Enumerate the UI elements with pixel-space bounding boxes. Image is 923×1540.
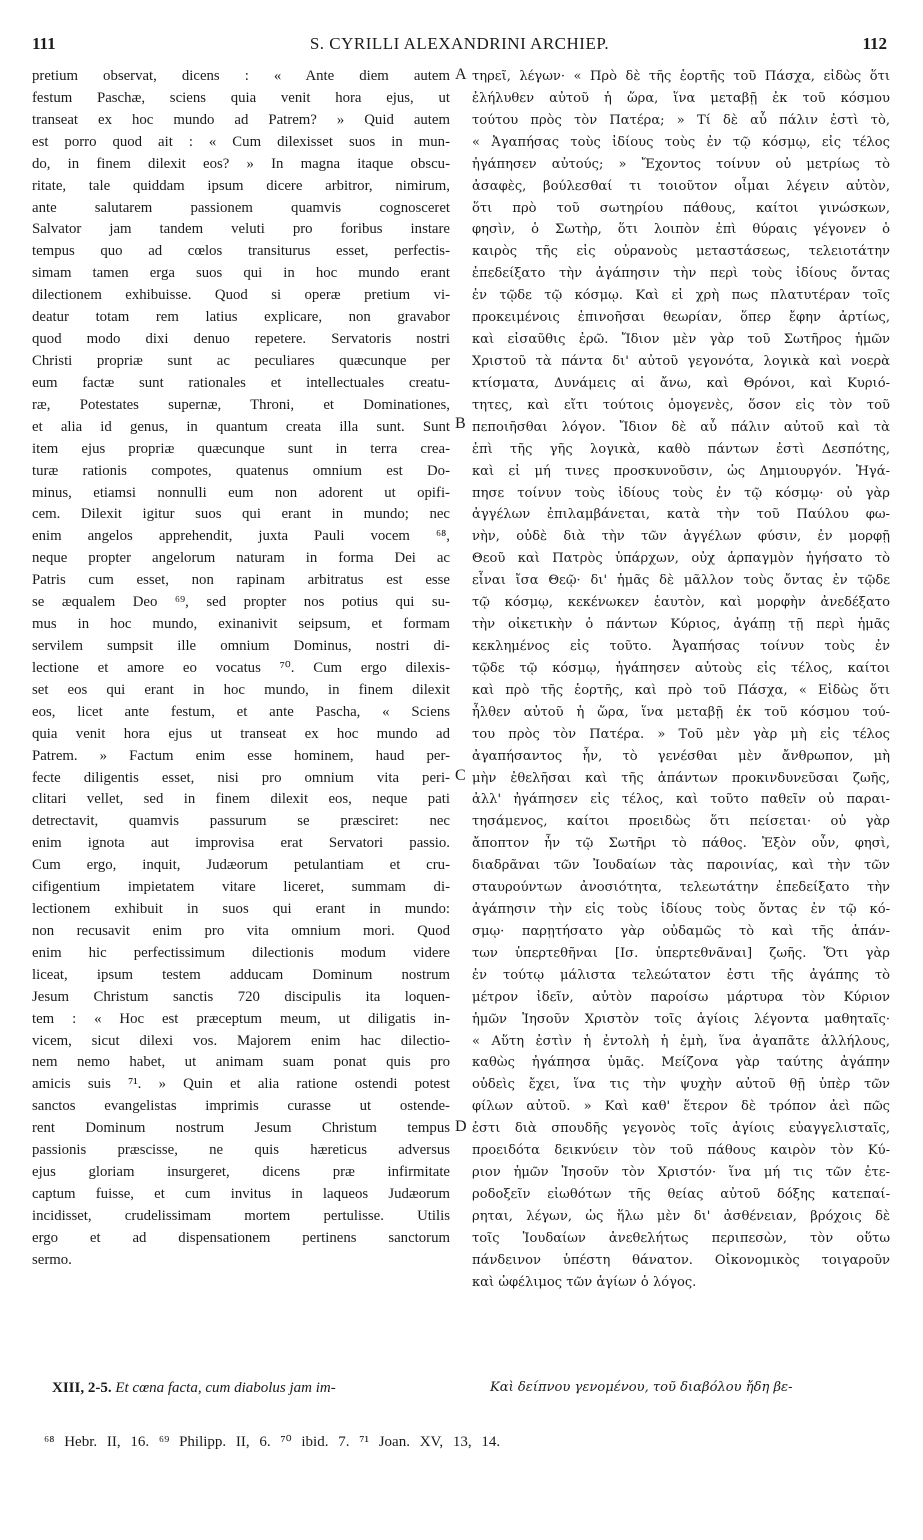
- section-marker-b: B: [455, 415, 466, 432]
- latin-next-section: [52, 1380, 450, 1397]
- page-number-left: 111: [32, 34, 56, 53]
- greek-text-line: οὐδεὶς ἔχει, ἵνα τις τὴν ψυχὴν αὐτοῦ θῇ ὑπὲρ τῶν: [472, 1077, 890, 1093]
- latin-text-line: pretium observat, dicens : « Ante diem autem: [32, 68, 450, 84]
- greek-text-line: κτίσματα, Δυνάμεις αἱ ἄνω, καὶ Θρόνοι, καὶ Κυριό-: [472, 375, 890, 391]
- latin-text-line: Salvator jam tandem veluti pro foribus instare: [32, 221, 450, 238]
- latin-text-line: set eos qui erant in hoc mundo, in finem dilexit: [32, 681, 450, 698]
- greek-text-line: φησὶν, ὁ Σωτὴρ, ὅτι λοιπὸν ἐπὶ θύραις γέγονεν ὁ: [472, 222, 890, 238]
- latin-text-line: eum factæ sunt rationales et intellectuales creatu-: [32, 374, 450, 391]
- greek-text-line: καὶ εἰσαῦθις ἐρῶ. Ἴδιον μὲν γὰρ τοῦ Σωτῆρος ἡμῶν: [472, 332, 890, 348]
- greek-text-line: τοῖς Ἰουδαίων ἀνεθελήτως περιπεσὼν, τὸν οὕτω: [472, 1230, 890, 1246]
- latin-text-line: Christi propriæ sunt ac peculiares quæcunque per: [32, 352, 450, 369]
- greek-text-line: τητες, καὶ εἴτι τούτοις ὁμογενὲς, ὅσον εἰς τὸν τοῦ: [472, 397, 890, 413]
- latin-text-line: non recusavit enim pro vita omnium mori. Quod: [32, 922, 450, 939]
- greek-text-line: Θεοῦ καὶ Πατρὸς ὑπάρχων, οὐχ ἁρπαγμὸν ἡγήσατο τὸ: [472, 551, 890, 567]
- latin-text-line: clitari vellet, sed in finem dilexit eos, neque pati: [32, 791, 450, 808]
- greek-text-line: μὴν ἐθελῆσαι καὶ τῆς ἁπάντων προκινδυνεῦσαι ζωῆς,: [472, 770, 890, 786]
- latin-text-line: dilectionem exhibuisse. Quod si operæ pretium vi-: [32, 287, 450, 304]
- greek-text-line: ἀλλ' ἠγάπησεν εἰς τέλος, καὶ τοῦτο παθεῖν οὐ παραι-: [472, 792, 890, 808]
- greek-text-line: καὶ εἰ μή τινες προσκυνοῦσιν, ὡς Δημιουργόν. Ἠγά-: [472, 463, 890, 479]
- latin-text-line: detrectavit, quamvis passurum se præsciret: nec: [32, 813, 450, 830]
- greek-text-line: καιρὸς τῆς εἰς οὐρανοὺς μεταστάσεως, τελειοτάτην: [472, 244, 890, 260]
- greek-text-line: καὶ ὠφέλιμος τῶν ἁγίων ὁ λόγος.: [472, 1274, 697, 1290]
- latin-text-line: mus in hoc mundo, exinanivit seipsum, et formam: [32, 616, 450, 633]
- latin-text-line: deatur totam rem latius explicare, non gravabor: [32, 309, 450, 326]
- section-marker-d: D: [455, 1118, 467, 1135]
- greek-text-line: ἡμῶν Ἰησοῦν Χριστὸν τοῖς ἁγίοις λέγοντα μαθηταῖς·: [472, 1011, 890, 1027]
- greek-text-line: « Αὕτη ἐστὶν ἡ ἐντολὴ ἡ ἐμὴ, ἵνα ἀγαπᾶτε ἀλλήλους,: [472, 1033, 890, 1049]
- latin-text-line: Patrem. » Factum enim esse hominem, haud per-: [32, 747, 450, 764]
- greek-text-line: πεποιῆσθαι λόγον. Ἴδιον δὲ αὖ πάλιν αὐτοῦ καὶ τὰ: [472, 419, 890, 435]
- greek-text-line: « Ἀγαπήσας τοὺς ἰδίους τοὺς ἐν τῷ κόσμῳ, εἰς τέλος: [472, 134, 890, 150]
- greek-text-line: ἦλθεν αὐτοῦ ἡ ὥρα, ἵνα μεταβῇ ἐκ τοῦ κόσμου τού-: [472, 704, 890, 720]
- greek-text-line: ἄποπτον ἦν τῷ Σωτῆρι τὸ πάθος. Ἐξὸν οὖν, φησὶ,: [472, 836, 890, 852]
- running-title: S. CYRILLI ALEXANDRINI ARCHIEP.: [309, 34, 610, 53]
- section-marker-a: A: [455, 66, 467, 83]
- latin-text-line: lectionem exhibuit in suos qui erant in mundo:: [32, 901, 450, 918]
- latin-text-line: minus, etiamsi nonnulli eum non adorent ut opifi-: [32, 484, 450, 501]
- greek-text-line: μέτρον ἰδεῖν, αὐτὸν παροίσω μάρτυρα τὸν Κύριον: [472, 989, 890, 1005]
- latin-text-line: et alia id genus, in quantum creata illa sunt. Sunt: [32, 418, 450, 435]
- greek-text-line: τῷ κόσμῳ, κεκένωκεν ἑαυτὸν, καὶ μορφὴν ἀνεδέξατο: [472, 595, 890, 611]
- latin-text-line: enim hic perfectissimum dilectionis modum videre: [32, 944, 450, 961]
- greek-text-line: ἠγάπησεν αὐτούς; » Ἔχοντος τοίνυν οὐ μετρίως τὸ: [472, 156, 890, 172]
- latin-text-line: ræ, Potestates supernæ, Throni, et Dominationes,: [32, 396, 450, 413]
- latin-text-line: festum Paschæ, sciens quia venit hora ejus, ut: [32, 89, 450, 106]
- running-header: [32, 34, 887, 58]
- greek-text-line: προειδότα δεικνύειν τὸν τοῦ πάθους καιρὸν τὸν Κύ-: [472, 1143, 890, 1159]
- greek-text-line: τηρεῖ, λέγων· « Πρὸ δὲ τῆς ἑορτῆς τοῦ Πάσχα, εἰδὼς ὅτι: [472, 69, 890, 84]
- greek-text-line: πησε τοίνυν τοὺς ἰδίους τοὺς ἐν τῷ κόσμῳ· οὐ γὰρ: [472, 485, 890, 501]
- latin-text-line: nem nemo habet, ut animam suam ponat quis pro: [32, 1054, 450, 1071]
- latin-text-line: quia venit hora ejus ut transeat ex hoc mundo ad: [32, 725, 450, 742]
- greek-text-line: ἐστι διὰ σπουδῆς γεγονὸς τοῖς ἁγίοις εὐαγγελισταῖς,: [472, 1121, 890, 1137]
- latin-text-line: enim angelos apprehendit, juxta Pauli vocem ⁶⁸,: [32, 528, 450, 545]
- greek-text-line: ἐν τῷδε τῷ κόσμῳ. Καὶ εἰ χρὴ πως πλατυτέραν τοῖς: [472, 288, 890, 304]
- latin-text-line: transeat ex hoc mundo ad Patrem? » Quid autem: [32, 111, 450, 128]
- greek-text-line: καὶ πρὸ τῆς ἑορτῆς, καὶ πρὸ τοῦ Πάσχα, « Εἰδὼς ὅτι: [472, 682, 890, 698]
- greek-text-line: τῷδε τῷ κόσμῳ, ἠγάπησεν αὐτοὺς εἰς τέλος, καίτοι: [472, 660, 890, 676]
- greek-text-line: φίλων αὐτοῦ. » Καὶ καθ' ἕτερον δὲ τρόπον ἀεὶ πῶς: [472, 1099, 890, 1115]
- page-number-right: 112: [862, 34, 887, 53]
- greek-text-line: ἀγαπήσαντος ἦν, τὸ γενέσθαι μὲν ἄνθρωπον, μὴ: [472, 748, 890, 764]
- latin-text-line: rent Dominum nostrum Jesum Christum tempus: [32, 1120, 450, 1137]
- greek-text-line: πάνδεινον ὑπέστη θάνατον. Οἰκονομικὸς τοιγαροῦν: [472, 1252, 890, 1268]
- greek-text-line: τούτου πρὸς τὸν Πατέρα; » Τί δὲ αὖ πάλιν ἐστὶ τὸ,: [472, 112, 890, 128]
- greek-text-line: ἐπὶ τῆς γῆς λογικὰ, καθὸ πάντων ἐστὶ Δεσπότης,: [472, 441, 890, 457]
- latin-text-line: ante salutarem passionem quamvis cognosceret: [32, 199, 450, 216]
- latin-text-line: cifigentium impietatem vitare liceret, summam di-: [32, 879, 450, 896]
- greek-next-section: [490, 1380, 888, 1395]
- greek-text-line: διαδρᾶναι τῶν Ἰουδαίων τὰς παροινίας, καὶ τὴν τῶν: [472, 858, 890, 874]
- greek-text-line: προκειμένοις ἐπινοῆσαι θεωρίαν, ὅπερ ἔφην ἀρτίως,: [472, 310, 890, 326]
- greek-text-line: ἀσαφὲς, βούλεσθαί τι τοιοῦτον οἶμαι λέγειν αὐτὸν,: [472, 178, 890, 194]
- latin-text-line: do, in finem dilexit eos? » In magna itaque obscu-: [32, 155, 450, 172]
- latin-text-line: captum fuisse, et cum invitus in laqueos Judæorum: [32, 1186, 450, 1203]
- footnotes: ⁶⁸ Hebr. II, 16. ⁶⁹ Philipp. II, 6. ⁷⁰ ibid. 7. ⁷¹ Joan. XV, 13, 14.: [44, 1434, 501, 1450]
- latin-text-line: sanctos evangelistas imprimis curasse ut ostende-: [32, 1098, 450, 1115]
- greek-text-line: εἶναι ἴσα Θεῷ· δι' ἡμᾶς δὲ μᾶλλον τοὺς ὄντας ἐν τῷδε: [472, 573, 890, 589]
- latin-text-line: turæ rationis compotes, quatenus omnium est Do-: [32, 462, 450, 479]
- latin-text-line: amicis suis ⁷¹. » Quin et alia ratione ostendi potest: [32, 1076, 450, 1093]
- greek-text-line: τὴν οἰκετικὴν ὁ πάντων Κύριος, ἀγάπῃ τῇ περὶ ἡμᾶς: [472, 617, 890, 633]
- latin-text-line: ergo et ad dispensationem pertinens sanctorum: [32, 1229, 450, 1246]
- greek-text-line: Χριστοῦ τὰ πάντα δι' αὐτοῦ γεγονότα, λογικὰ καὶ νοερὰ: [472, 353, 890, 369]
- latin-text-line: ritate, tale quiddam ipsum dicere arbitror, nimirum,: [32, 177, 450, 194]
- latin-text-line: cem. Dilexit igitur suos qui erant in mundo; nec: [32, 506, 450, 523]
- greek-text-line: ρηται, λέγων, ὡς ἥλω μὲν δι' ἀσθένειαν, βρόχοις δὲ: [472, 1208, 890, 1224]
- greek-text-line: νὴν, οὐδὲ διὰ τὴν τῶν ἀγγέλων φύσιν, ἐν μορφῇ: [472, 529, 890, 545]
- latin-text-line: est porro quod ait : « Cum dilexisset suos in mun-: [32, 133, 450, 150]
- greek-lemma: Καὶ δείπνου γενομένου, τοῦ διαβόλου ἤδη βε-: [490, 1380, 793, 1395]
- latin-text-line: vicem, sicut dilexi vos. Majorem enim hac dilectio-: [32, 1032, 450, 1049]
- latin-text-line: Jesum Christum sanctis 720 discipulis ita loquen-: [32, 988, 450, 1005]
- latin-text-line: se æqualem Deo ⁶⁹, sed propter nos potius qui su-: [32, 594, 450, 611]
- latin-text-line: passionis præscisse, ne quis hæreticus adversus: [32, 1142, 450, 1159]
- greek-column: [472, 66, 890, 1294]
- latin-text-line: fecte diligentis esset, nisi pro omnium vita peri-: [32, 769, 450, 786]
- verse-reference: XIII, 2-5.: [52, 1380, 112, 1396]
- latin-column: [32, 66, 450, 1272]
- greek-text-line: τησάμενος, καίτοι προειδὼς ὅτι πείσεται· οὐ γὰρ: [472, 814, 890, 830]
- latin-text-line: servilem sumpsit ille omnium Dominus, nostri di-: [32, 637, 450, 654]
- greek-text-line: ἀγάπησιν τὴν εἰς τοὺς ἰδίους τοὺς ὄντας ἐν τῷ κό-: [472, 902, 890, 918]
- latin-text-line: neque propter angelorum naturam in forma Dei ac: [32, 550, 450, 567]
- greek-text-line: ἐλήλυθεν αὐτοῦ ἡ ὥρα, ἵνα μεταβῇ ἐκ τοῦ κόσμου: [472, 90, 890, 106]
- greek-text-line: ριον ἡμῶν Ἰησοῦν τὸν Χριστόν· ἵνα μή τις τῶν ἑτε-: [472, 1165, 890, 1181]
- latin-text-line: simam tamen erga suos qui in hoc mundo erant: [32, 265, 450, 282]
- section-marker-c: C: [455, 767, 466, 784]
- greek-text-line: σταυρούντων ἀνοσιότητα, τελεωτάτην ἐπεδείξατο τὴν: [472, 880, 890, 896]
- latin-text-line: tempus quo ad cœlos transiturus esset, perfectis-: [32, 243, 450, 260]
- greek-text-line: των ὑπερτεθῆναι [Ισ. ὑπερτεθνᾶναι] ζωῆς. Ὅτι γὰρ: [472, 945, 890, 961]
- latin-text-line: liceat, ipsum testem adducam Dominum nostrum: [32, 966, 450, 983]
- greek-text-line: ἐπεδείξατο τὴν ἀγάπησιν τὴν περὶ τοὺς ἰδίους ὄντας: [472, 266, 890, 282]
- greek-text-line: καθὼς ἠγάπησα ὑμᾶς. Μείζονα γὰρ ταύτης ἀγάπην: [472, 1055, 890, 1071]
- greek-text-line: ἐν τούτῳ μάλιστα τελεώτατον ἐστι τῆς ἀγάπης τὸ: [472, 967, 890, 983]
- greek-text-line: ροδοξεῖν εἰωθότων τῆς θείας αὐτοῦ δόξης κατεπαί-: [472, 1187, 890, 1203]
- greek-text-line: ἀγγέλων ἐπιλαμβάνεται, κατὰ τὴν τοῦ Παύλου φω-: [472, 507, 890, 523]
- latin-text-line: Cum ergo, inquit, Judæorum petulantiam et cru-: [32, 857, 450, 874]
- latin-text-line: sermo.: [32, 1251, 72, 1268]
- latin-text-line: tem : « Hoc est præceptum meum, ut diligatis in-: [32, 1010, 450, 1027]
- latin-text-line: quod modo dixi denuo repetere. Servatoris nostri: [32, 331, 450, 348]
- greek-text-line: σμῳ· παρῃτήσατο γὰρ οὐδαμῶς τὸ καὶ τῆς ἁπάν-: [472, 923, 890, 939]
- latin-text-line: eos, licet ante festum, et ante Pascha, « Sciens: [32, 703, 450, 720]
- greek-text-line: ὅτι πρὸ τοῦ σωτηρίου πάθους, καίτοι γινώσκων,: [472, 200, 890, 216]
- latin-lemma: Et cœna facta, cum diabolus jam im-: [115, 1380, 336, 1396]
- latin-text-line: item ejus propriæ quæcunque sunt in terra crea-: [32, 440, 450, 457]
- latin-text-line: Patris cum esset, non rapinam arbitratus est esse: [32, 572, 450, 589]
- latin-text-line: lectione et amore eo vocatus ⁷⁰. Cum ergo dilexis-: [32, 659, 450, 676]
- latin-text-line: enim ignota aut improvisa erat Servatori passio.: [32, 835, 450, 852]
- latin-text-line: ejus gloriam insurgeret, dicens præ infirmitate: [32, 1164, 450, 1181]
- greek-text-line: του πρὸς τὸν Πατέρα. » Τοῦ μὲν γὰρ μὴ εἰς τέλος: [472, 726, 890, 742]
- latin-text-line: incidisset, crudelissimam mortem pertulisse. Utilis: [32, 1207, 450, 1224]
- greek-text-line: κεκλημένος εἰς τοῦτο. Ἀγαπήσας τοίνυν τοὺς ἐν: [472, 638, 890, 654]
